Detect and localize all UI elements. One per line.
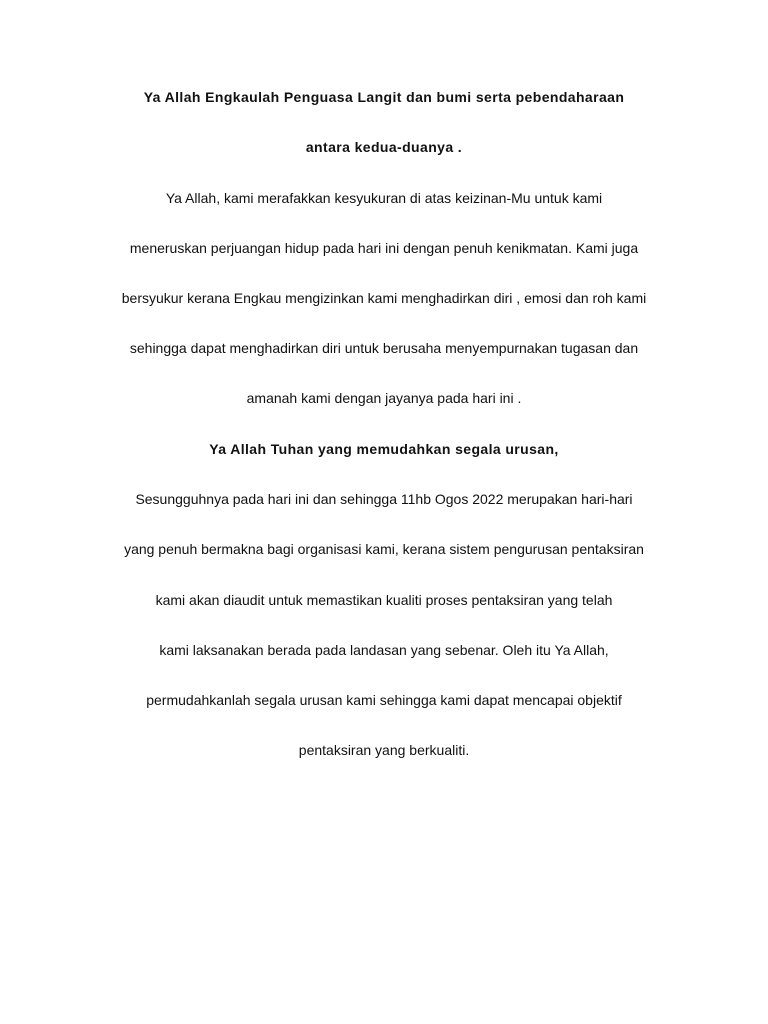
body-text-line: kami akan diaudit untuk memastikan kualiti proses pentaksiran yang telah: [155, 592, 613, 608]
heading-line: Ya Allah Tuhan yang memudahkan segala urusan,: [209, 441, 559, 457]
heading-line: Ya Allah Engkaulah Penguasa Langit dan bumi serta pebendaharaan: [143, 89, 625, 105]
body-text-line: kami laksanakan berada pada landasan yang sebenar. Oleh itu Ya Allah,: [159, 642, 609, 658]
body-text-line: meneruskan perjuangan hidup pada hari ini dengan penuh kenikmatan. Kami juga: [129, 240, 639, 256]
body-text-line: amanah kami dengan jayanya pada hari ini .: [246, 390, 522, 406]
body-text-line: bersyukur kerana Engkau mengizinkan kami menghadirkan diri , emosi dan roh kami: [121, 290, 647, 306]
body-text-line: pentaksiran yang berkualiti.: [298, 742, 470, 758]
body-text-line: Sesungguhnya pada hari ini dan sehingga 11hb Ogos 2022 merupakan hari-hari: [135, 491, 633, 507]
body-text-line: yang penuh bermakna bagi organisasi kami, kerana sistem pengurusan pentaksiran: [124, 541, 644, 557]
body-text-line: permudahkanlah segala urusan kami sehingga kami dapat mencapai objektif: [146, 692, 622, 708]
heading-line: antara kedua-duanya .: [305, 139, 463, 155]
body-text-line: sehingga dapat menghadirkan diri untuk berusaha menyempurnakan tugasan dan: [129, 340, 639, 356]
body-text-line: Ya Allah, kami merafakkan kesyukuran di atas keizinan-Mu untuk kami: [165, 190, 603, 206]
